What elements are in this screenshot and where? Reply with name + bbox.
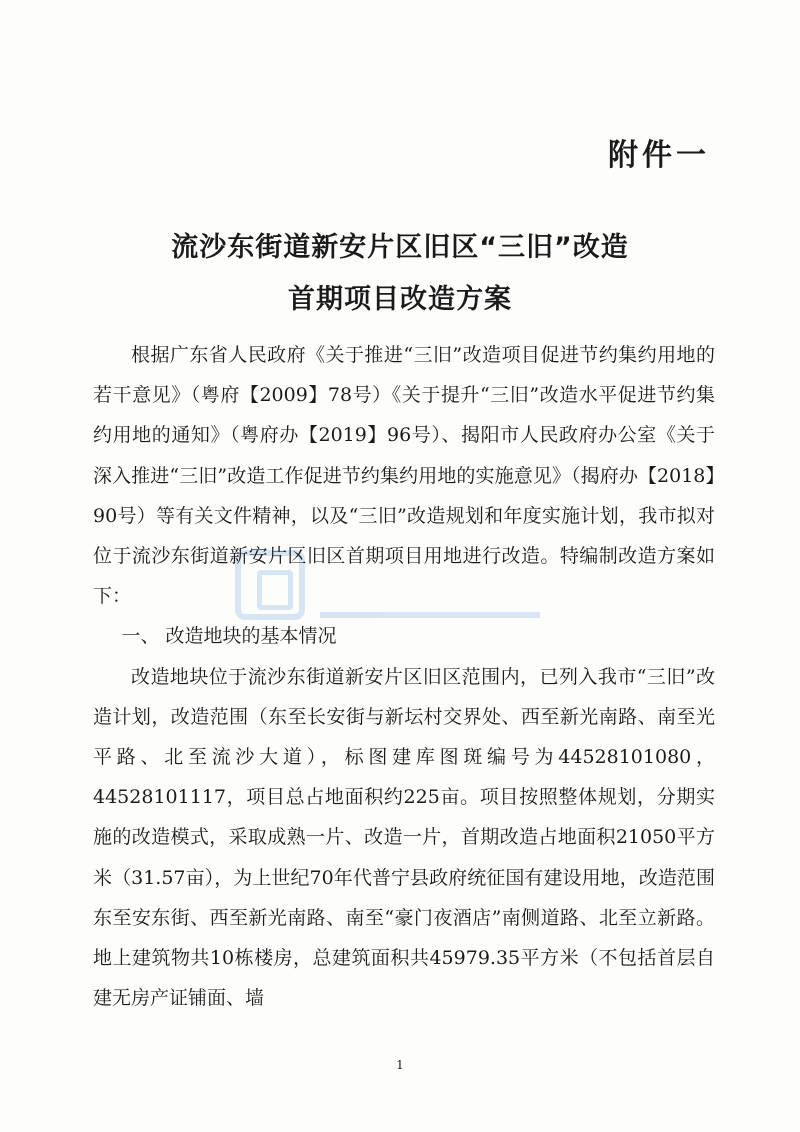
intro-paragraph: 根据广东省人民政府《关于推进“三旧”改造项目促进节约集约用地的若干意见》（粤府【2009】78号）《关于提升“三旧”改造水平促进节约集约用地的通知》（粤府办【2019】96号）、揭阳市人民政府办公室《关于深入推进“三旧”改造工作促进节约集约用地的实施意见》（揭府办【2018】90号）等有关文件精神，以及“三旧”改造规划和年度实施计划，我市拟对位于流沙东街道新安片区旧区首期项目用地进行改造。特编制改造方案如下： xyxy=(93,344,715,608)
document-title-line-2: 首期项目改造方案 xyxy=(288,284,512,315)
section-1-paragraph: 改造地块位于流沙东街道新安片区旧区范围内，已列入我市“三旧”改造计划，改造范围（东至长安街与新坛村交界处、西至新光南路、南至光平路、北至流沙大道），标图建库图斑编号为44528101080，44528101117，项目总占地面积约225亩。项目按照整体规划，分期实施的改造模式，采取成熟一片、改造一片，首期改造占地面积21050平方米（31.57亩），为上世纪70年代普宁县政府统征国有建设用地，改造范围东至安东街、西至新光南路、南至“豪门夜酒店”南侧道路、北至立新路。地上建筑物共10栋楼房，总建筑面积共45979.35平方米（不包括首层自建无房产证铺面、墙 xyxy=(93,665,715,1010)
attachment-label: 附件一 xyxy=(608,138,710,173)
document-body xyxy=(93,335,715,1018)
document-title xyxy=(60,222,740,326)
section-1-heading: 一、 改造地块的基本情况 xyxy=(121,625,337,648)
document-title-line-1: 流沙东街道新安片区旧区“三旧”改造 xyxy=(171,232,629,263)
page-number: 1 xyxy=(396,1058,404,1072)
